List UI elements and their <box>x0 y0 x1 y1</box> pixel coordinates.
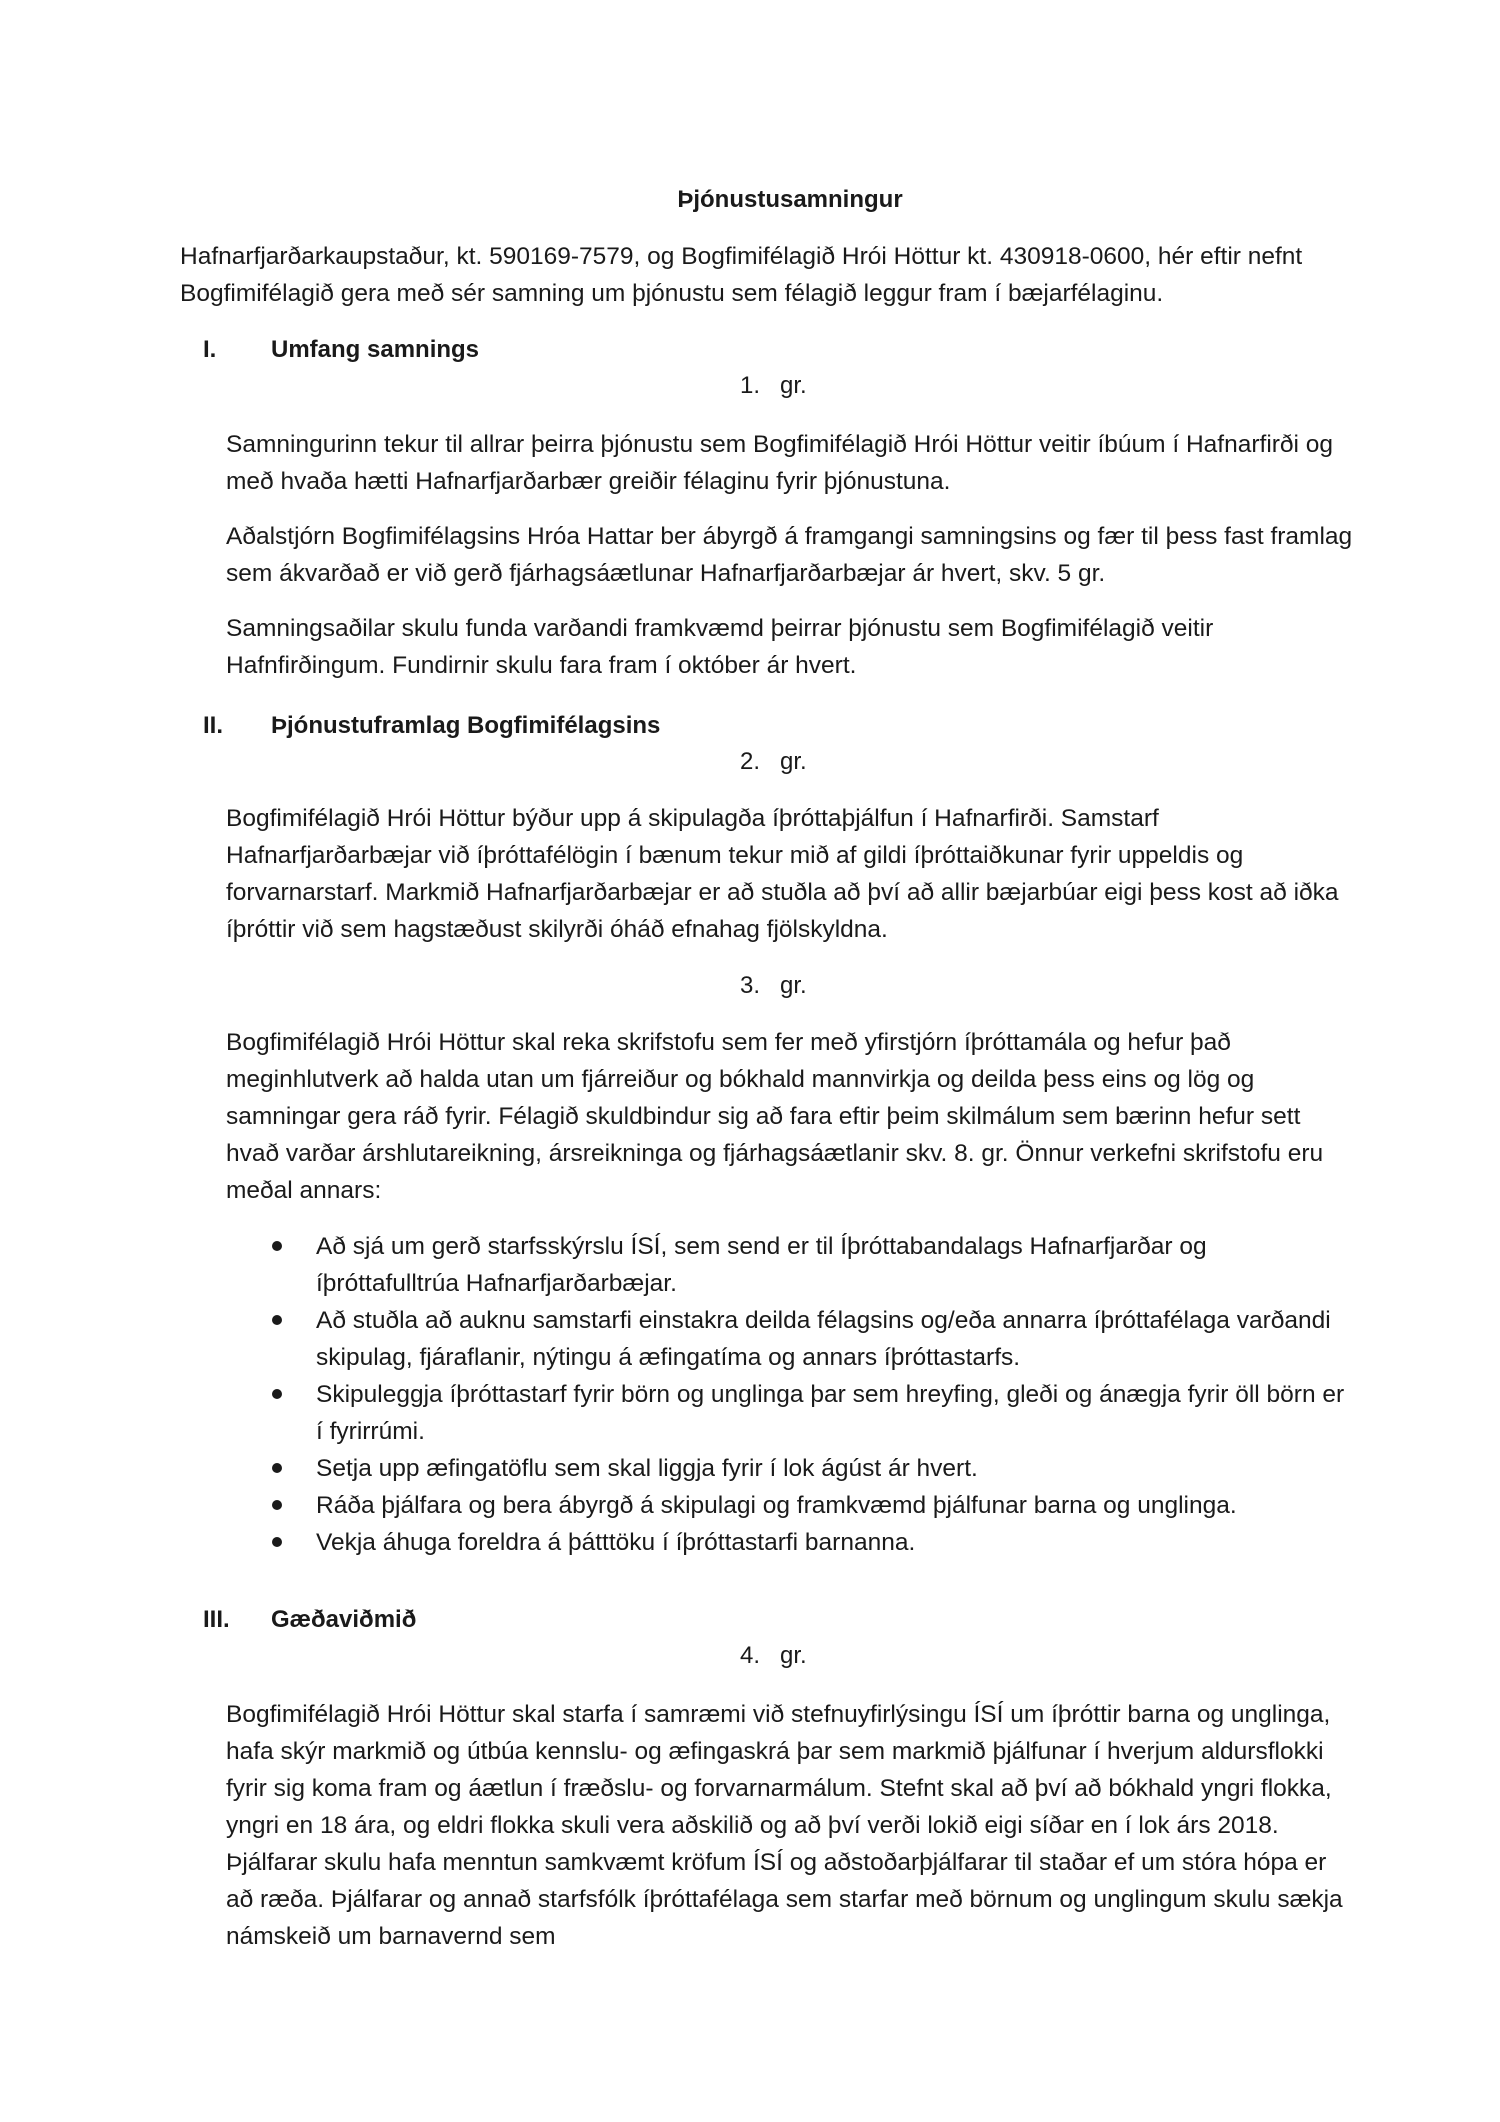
article-label-3: 3. gr. <box>740 972 807 999</box>
document-title: Þjónustusamningur <box>677 186 903 213</box>
bullet-icon <box>272 1500 282 1510</box>
paragraph-6: Bogfimifélagið Hrói Höttur skal starfa í samræmi við stefnuyfirlýsingu ÍSÍ um íþróttir barna og unglinga, hafa skýr markmið og útbúa kennslu- og æfingaskrá þar sem markmið þjálfunar í hverjum aldursflokki fyrir sig koma fram og áætlun í fræðslu- og forvarnarmálum. Stefnt skal að því að bókhald yngri flokka, yngri en 18 ára, og eldri flokka skuli vera aðskilið og að því verði lokið eigi síðar en í lok árs 2018. Þjálfarar skulu hafa menntun samkvæmt kröfum ÍSÍ og aðstoðarþjálfarar til staðar ef um stóra hópa er að ræða. Þjálfarar og annað starfsfólk íþróttafélaga sem starfar með börnum og unglingum skulu sækja námskeið um barnavernd sem <box>226 1701 1343 1950</box>
list-item: Að sjá um gerð starfsskýrslu ÍSÍ, sem send er til Íþróttabandalags Hafnarfjarðar og íþróttafulltrúa Hafnarfjarðarbæjar. <box>272 1228 1352 1302</box>
list-item: Ráða þjálfara og bera ábyrgð á skipulagi og framkvæmd þjálfunar barna og unglinga. <box>272 1487 1352 1524</box>
bullet-icon <box>272 1463 282 1473</box>
list-item: Vekja áhuga foreldra á þátttöku í íþróttastarfi barnanna. <box>272 1524 1352 1561</box>
paragraph-4: Bogfimifélagið Hrói Höttur býður upp á skipulagða íþróttaþjálfun í Hafnarfirði. Samstarf Hafnarfjarðarbæjar við íþróttafélögin í bænum tekur mið af gildi íþróttaiðkunar fyrir uppeldis og forvarnarstarf. Markmið Hafnarfjarðarbæjar er að stuðla að því að allir bæjarbúar eigi þess kost að iðka íþróttir við sem hagstæðust skilyrði óháð efnahag fjölskyldna. <box>226 805 1339 943</box>
section-heading-1 <box>203 334 479 366</box>
paragraph-1: Samningurinn tekur til allrar þeirra þjónustu sem Bogfimifélagið Hrói Höttur veitir íbúum í Hafnarfirði og með hvaða hætti Hafnarfjarðarbær greiðir félaginu fyrir þjónustuna. <box>226 431 1334 495</box>
section-title: Þjónustuframlag Bogfimifélagsins <box>271 712 661 739</box>
article-label-2: 2. gr. <box>740 748 807 775</box>
section-title: Umfang samnings <box>271 336 480 363</box>
list-item: Skipuleggja íþróttastarf fyrir börn og unglinga þar sem hreyfing, gleði og ánægja fyrir öll börn er í fyrirrúmi. <box>272 1376 1352 1450</box>
section-numeral: III. <box>203 1606 230 1633</box>
bullet-icon <box>272 1537 282 1547</box>
section-numeral: I. <box>203 336 217 363</box>
list-item: Setja upp æfingatöflu sem skal liggja fyrir í lok ágúst ár hvert. <box>272 1450 1352 1487</box>
section-title: Gæðaviðmið <box>271 1606 417 1633</box>
paragraph-5: Bogfimifélagið Hrói Höttur skal reka skrifstofu sem fer með yfirstjórn íþróttamála og hefur það meginhlutverk að halda utan um fjárreiður og bókhald mannvirkja og deilda þess eins og lög og samningar gera ráð fyrir. Félagið skuldbindur sig að fara eftir þeim skilmálum sem bærinn hefur sett hvað varðar árshlutareikning, ársreikninga og fjárhagsáætlanir skv. 8. gr. Önnur verkefni skrifstofu eru meðal annars: <box>226 1029 1324 1204</box>
section-numeral: II. <box>203 712 224 739</box>
intro-paragraph: Hafnarfjarðarkaupstaður, kt. 590169-7579, og Bogfimifélagið Hrói Höttur kt. 430918-0600, hér eftir nefnt Bogfimifélagið gera með sér samning um þjónustu sem félagið leggur fram í bæjarfélaginu. <box>180 243 1303 307</box>
duties-list <box>272 1228 1352 1561</box>
section-heading-2 <box>203 710 660 742</box>
article-label-1: 1. gr. <box>740 372 807 399</box>
bullet-icon <box>272 1315 282 1325</box>
section-heading-3 <box>203 1604 416 1636</box>
bullet-icon <box>272 1241 282 1251</box>
article-label-4: 4. gr. <box>740 1642 807 1669</box>
bullet-icon <box>272 1389 282 1399</box>
paragraph-2: Aðalstjórn Bogfimifélagsins Hróa Hattar ber ábyrgð á framgangi samningsins og fær til þess fast framlag sem ákvarðað er við gerð fjárhagsáætlunar Hafnarfjarðarbæjar ár hvert, skv. 5 gr. <box>226 523 1353 587</box>
list-item: Að stuðla að auknu samstarfi einstakra deilda félagsins og/eða annarra íþróttafélaga varðandi skipulag, fjáraflanir, nýtingu á æfingatíma og annars íþróttastarfs. <box>272 1302 1352 1376</box>
paragraph-3: Samningsaðilar skulu funda varðandi framkvæmd þeirrar þjónustu sem Bogfimifélagið veitir Hafnfirðingum. Fundirnir skulu fara fram í október ár hvert. <box>226 615 1214 679</box>
